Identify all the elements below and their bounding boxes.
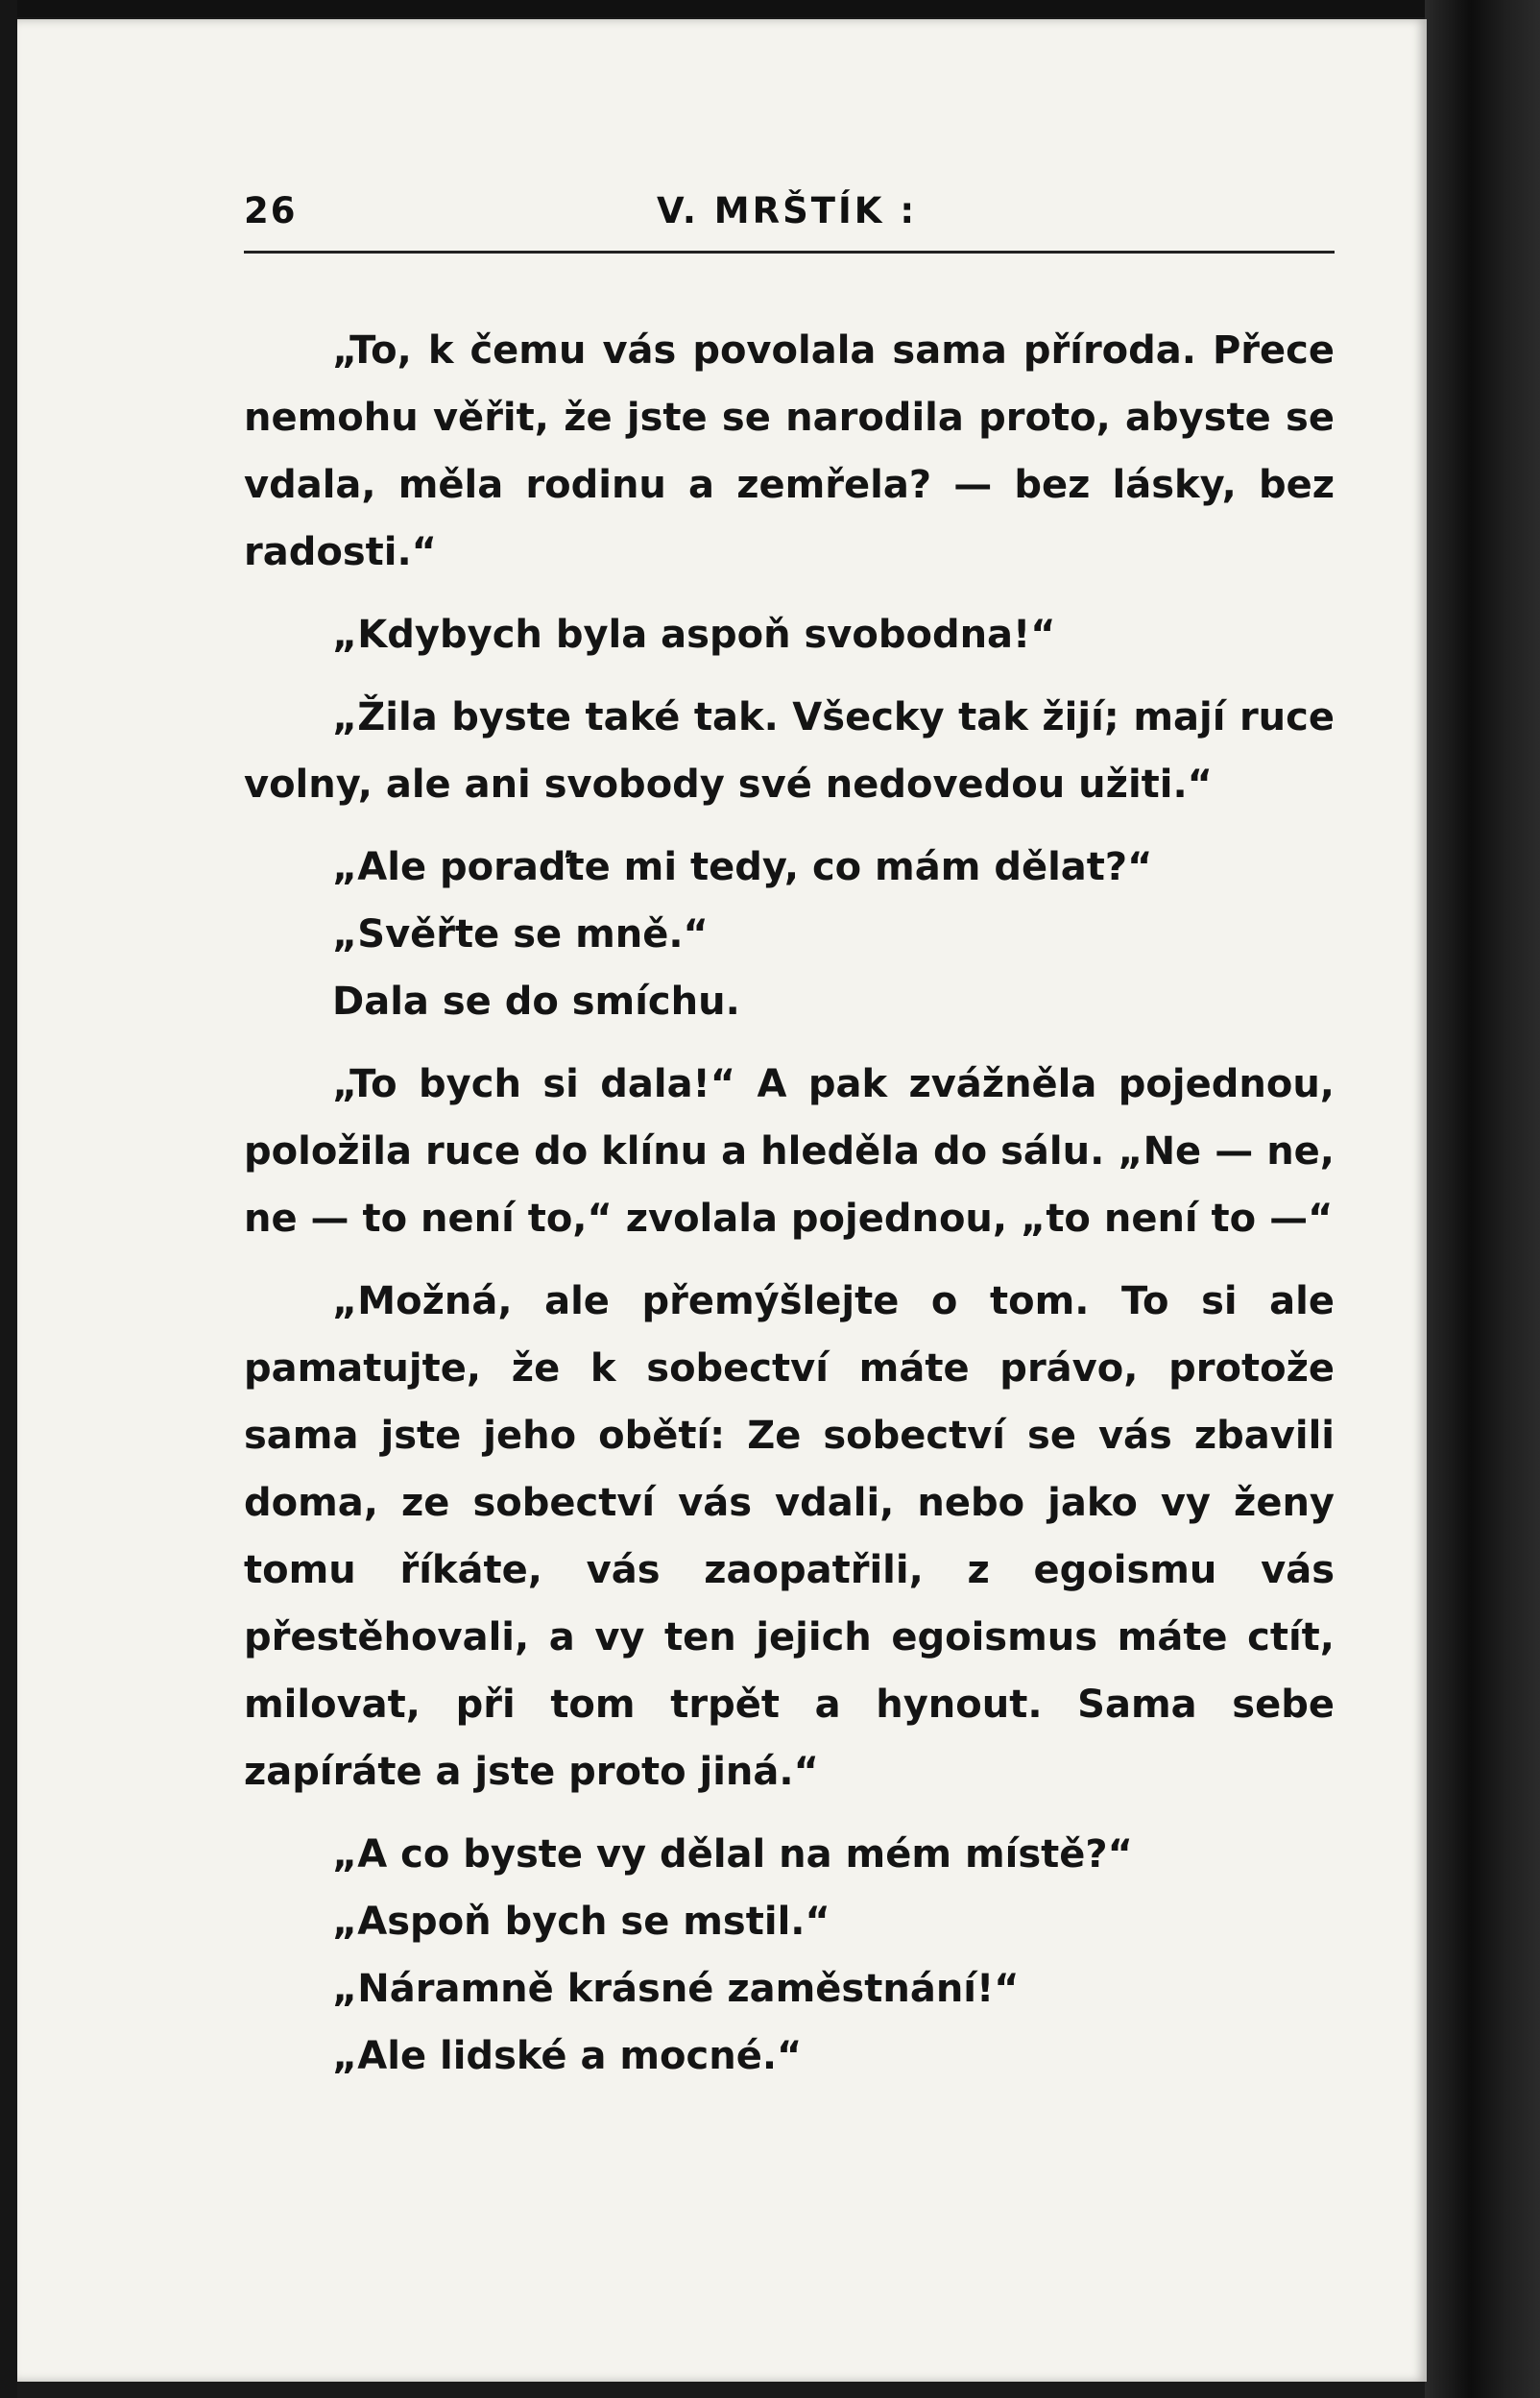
scan-border-top [0,0,1540,17]
page-header [244,190,1335,238]
paragraph: „Aspoň bych se mstil.“ [332,1900,830,1944]
book-spine-shadow [1425,0,1540,2398]
paragraph: „Ale lidské a mocné.“ [332,2034,803,2078]
scan-border-left [0,0,17,2398]
paragraph: „To, k čemu vás povolala sama příroda. Přece nemohu věřit, že jste se narodila proto, abyste se vdala, měla rodinu a zemřela? — bez lásky, bez radosti.“ [244,328,1335,574]
page-number: 26 [244,190,298,231]
paragraph: „Kdybych byla aspoň svobodna!“ [332,613,1056,657]
paragraph: „Ale poraďte mi tedy, co mám dělat?“ [332,845,1153,889]
paragraph: „Svěřte se mně.“ [332,912,709,957]
paragraph: „A co byste vy dělal na mém místě?“ [332,1832,1133,1877]
paragraph: „Náramně krásné zaměstnání!“ [332,1967,1020,2011]
body-text [244,317,1335,2090]
paragraph: „Žila byste také tak. Všecky tak žijí; mají ruce volny, ale ani svobody své nedovedou užiti.“ [244,695,1335,807]
paragraph: Dala se do smíchu. [332,980,740,1024]
paragraph: „To bych si dala!“ A pak zvážněla pojednou, položila ruce do klínu a hleděla do sálu. „Ne — ne, ne — to není to,“ zvolala pojednou, „to není to —“ [244,1062,1335,1241]
header-rule [244,251,1335,254]
running-head: V. MRŠTÍK : [657,190,918,231]
paragraph: „Možná, ale přemýšlejte o tom. To si ale pamatujte, že k sobectví máte právo, protože sama jste jeho obětí: Ze sobectví se vás zbavili doma, ze sobectví vás vdali, nebo jako vy ženy tomu říkáte, vás zaopatřili, z egoismu vás přestěhovali, a vy ten jejich egoismus máte ctít, milovat, při tom trpět a hynout. Sama sebe zapíráte a jste proto jiná.“ [244,1279,1335,1794]
